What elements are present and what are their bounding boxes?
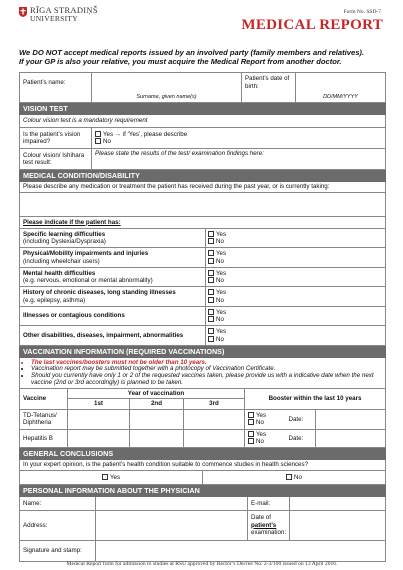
- condition-yes-checkbox[interactable]: [208, 231, 214, 237]
- condition-yes-checkbox[interactable]: [208, 289, 214, 295]
- vision-note: Colour vision test is a mandatory requirement: [20, 114, 386, 127]
- vaccination-table: [19, 346, 386, 448]
- booster-yes-label: Yes: [256, 430, 267, 438]
- condition-title: Other disabilities, diseases, impairment, abnormalities: [23, 331, 184, 339]
- condition-title: Physical/Mobility impairments and injuries: [23, 250, 149, 258]
- warning-line1: We DO NOT accept medical reports issued by an involved party (family members and relatives).: [19, 48, 365, 57]
- condition-no-label: No: [216, 316, 224, 324]
- condition-yes-label: Yes: [216, 250, 227, 258]
- col-vaccine: Vaccine: [20, 389, 68, 410]
- condition-no-checkbox[interactable]: [208, 316, 214, 322]
- col-year-of-vaccination: Year of vaccination: [68, 389, 245, 399]
- condition-sub: (including wheelchair users): [23, 257, 100, 265]
- booster-yes-checkbox[interactable]: [248, 412, 254, 418]
- page-title: MEDICAL REPORT: [241, 17, 383, 33]
- col-booster: Booster within the last 10 years: [245, 389, 386, 410]
- vaccination-section-title: VACCINATION INFORMATION (REQUIRED VACCINATIONS): [20, 346, 386, 357]
- condition-no-label: No: [216, 296, 224, 304]
- vaccination-note-3: • Should you currently have only 1 or 2 of the requested vaccines taken, please provide us with a indicative date when the next vaccine (2nd or 3rd accordingly) is planned to be taken.: [31, 373, 382, 386]
- footer-note: Medical Report form for admission to studies at RSU approved by Rector’s Decree No. 2-3/100 issued on 13 April 2016.: [66, 561, 338, 567]
- condition-no-checkbox[interactable]: [208, 238, 214, 244]
- condition-yes-label: Yes: [216, 230, 227, 238]
- condition-yes-checkbox[interactable]: [208, 250, 214, 256]
- physician-address-label: Address:: [20, 510, 96, 540]
- condition-title: Specific learning difficulties: [23, 230, 106, 238]
- condition-title: Illnesses or contagious conditions: [23, 312, 125, 320]
- patient-dob-field[interactable]: [296, 73, 386, 93]
- vaccination-note-1: • The last vaccines/boosters must not be older than 10 years.: [31, 360, 382, 367]
- physician-name-label: Name:: [20, 496, 96, 510]
- vaccine-1st-field[interactable]: [68, 409, 130, 429]
- exam-date-label: [248, 510, 290, 540]
- booster-yes-checkbox[interactable]: [248, 431, 254, 437]
- condition-yes-checkbox[interactable]: [208, 328, 214, 334]
- vision-yes-label: Yes → if ‘Yes’, please describe: [103, 130, 188, 138]
- conclusions-table: [19, 448, 386, 485]
- form-number: Form No. SSD-7: [343, 9, 381, 15]
- booster-no-label: No: [256, 419, 264, 427]
- table-row: [20, 409, 386, 429]
- physician-email-label: E-mail:: [248, 496, 290, 510]
- vaccine-name: Hepatitis B: [20, 429, 68, 447]
- booster-yes-label: Yes: [256, 411, 267, 419]
- booster-date-field[interactable]: [316, 429, 386, 447]
- warning-line2: If your GP is also your relative, you must acquire the Medical Report from another doctor.: [19, 57, 342, 66]
- condition-no-label: No: [216, 257, 224, 265]
- conclusion-yes-label: Yes: [109, 473, 121, 481]
- condition-yes-label: Yes: [216, 269, 227, 277]
- vaccine-3rd-field[interactable]: [184, 429, 245, 447]
- physician-email-field[interactable]: [290, 496, 386, 510]
- condition-sub: (including Dyslexia/Dyspraxia): [23, 238, 106, 246]
- condition-no-checkbox[interactable]: [208, 277, 214, 283]
- condition-yes-label: Yes: [216, 328, 227, 336]
- physician-section-title: PERSONAL INFORMATION ABOUT THE PHYSICIAN: [20, 485, 386, 496]
- condition-title: History of chronic diseases, long standing illnesses: [23, 289, 176, 297]
- physician-table: [19, 485, 386, 562]
- vision-table: [19, 103, 386, 170]
- vaccine-3rd-field[interactable]: [184, 409, 245, 429]
- vaccine-2nd-field[interactable]: [130, 429, 184, 447]
- indicate-label: Please indicate if the patient has:: [20, 216, 386, 228]
- exam-date-label-line2: patient’s: [251, 521, 277, 529]
- signature-label: Signature and stamp:: [20, 540, 96, 561]
- condition-title: Mental health difficulties: [23, 269, 96, 277]
- patient-name-field[interactable]: [92, 73, 242, 93]
- medication-question: Please describe any medication or treatment the patient has received during the past year, or is currently taking:: [20, 181, 386, 192]
- patient-table: [19, 72, 386, 103]
- form-header: [19, 6, 385, 44]
- vision-no-checkbox[interactable]: [95, 138, 101, 144]
- patient-name-label: Patient’s name:: [20, 73, 92, 93]
- university-logo: [19, 6, 98, 22]
- vision-no-label: No: [103, 137, 111, 145]
- booster-no-checkbox[interactable]: [248, 438, 254, 444]
- medical-report-form: [19, 5, 385, 567]
- patient-dob-label: Patient’s date of birth:: [242, 73, 296, 93]
- booster-date-label: Date:: [286, 429, 316, 447]
- condition-yes-label: Yes: [216, 308, 227, 316]
- booster-date-label: Date:: [286, 409, 316, 429]
- vision-yes-checkbox[interactable]: [95, 131, 101, 137]
- conclusion-no-label: No: [294, 473, 302, 481]
- warning-note: [19, 48, 385, 66]
- condition-no-checkbox[interactable]: [208, 336, 214, 342]
- conclusions-question: In your expert opinion, is the patient’s health condition suitable to commence studies in health sciences?: [20, 459, 386, 470]
- vision-section-title: VISION TEST: [20, 103, 386, 114]
- condition-yes-checkbox[interactable]: [208, 270, 214, 276]
- crest-icon: [19, 7, 27, 17]
- colour-vision-field[interactable]: Please state the results of the test/ examination findings here:: [92, 148, 386, 169]
- condition-sub: (e.g. epilepsy, asthma): [23, 296, 86, 304]
- condition-sub: (e.g. nervous, emotional or mental abnormality): [23, 277, 153, 285]
- condition-no-label: No: [216, 335, 224, 343]
- exam-date-field[interactable]: [290, 510, 386, 540]
- colour-vision-label: Colour vision/ Ishihara test result:: [20, 148, 92, 169]
- conclusion-no-checkbox[interactable]: [286, 474, 292, 480]
- conclusion-yes-checkbox[interactable]: [102, 474, 108, 480]
- booster-date-field[interactable]: [316, 409, 386, 429]
- vaccine-name: TD-Tetanus/ Diphtheria: [20, 409, 68, 429]
- condition-yes-label: Yes: [216, 289, 227, 297]
- university-name-line1: RĪGA STRADIŅŠ: [30, 5, 98, 15]
- physician-address-field[interactable]: [96, 510, 248, 540]
- vaccination-note-2: • Vaccination report may be submitted together with a photocopy of Vaccination Certificate.: [31, 366, 382, 373]
- conclusions-section-title: GENERAL CONCLUSIONS: [20, 448, 386, 459]
- condition-no-label: No: [216, 277, 224, 285]
- condition-no-checkbox[interactable]: [208, 297, 214, 303]
- vaccine-1st-field[interactable]: [68, 429, 130, 447]
- exam-date-label-line3: examination:: [251, 528, 287, 536]
- condition-no-checkbox[interactable]: [208, 258, 214, 264]
- condition-table: [19, 170, 386, 346]
- patient-dob-hint: DD/MM/YYYY: [296, 93, 386, 103]
- university-name-line2: UNIVERSITY: [30, 13, 78, 23]
- patient-name-hint: Surname, given name(s): [92, 93, 242, 103]
- vision-impaired-label: Is the patient’s vision impaired?: [20, 127, 92, 148]
- vaccine-2nd-field[interactable]: [130, 409, 184, 429]
- col-2nd: 2nd: [130, 399, 184, 409]
- condition-no-label: No: [216, 238, 224, 246]
- col-3rd: 3rd: [184, 399, 245, 409]
- table-row: [20, 429, 386, 447]
- condition-section-title: MEDICAL CONDITION/DISABILITY: [20, 170, 386, 181]
- col-1st: 1st: [68, 399, 130, 409]
- condition-yes-checkbox[interactable]: [208, 309, 214, 315]
- booster-no-label: No: [256, 438, 264, 446]
- booster-no-checkbox[interactable]: [248, 419, 254, 425]
- signature-field[interactable]: [96, 540, 386, 561]
- medication-field[interactable]: [20, 192, 386, 216]
- exam-date-label-line1: Date of: [251, 514, 271, 522]
- physician-name-field[interactable]: [96, 496, 248, 510]
